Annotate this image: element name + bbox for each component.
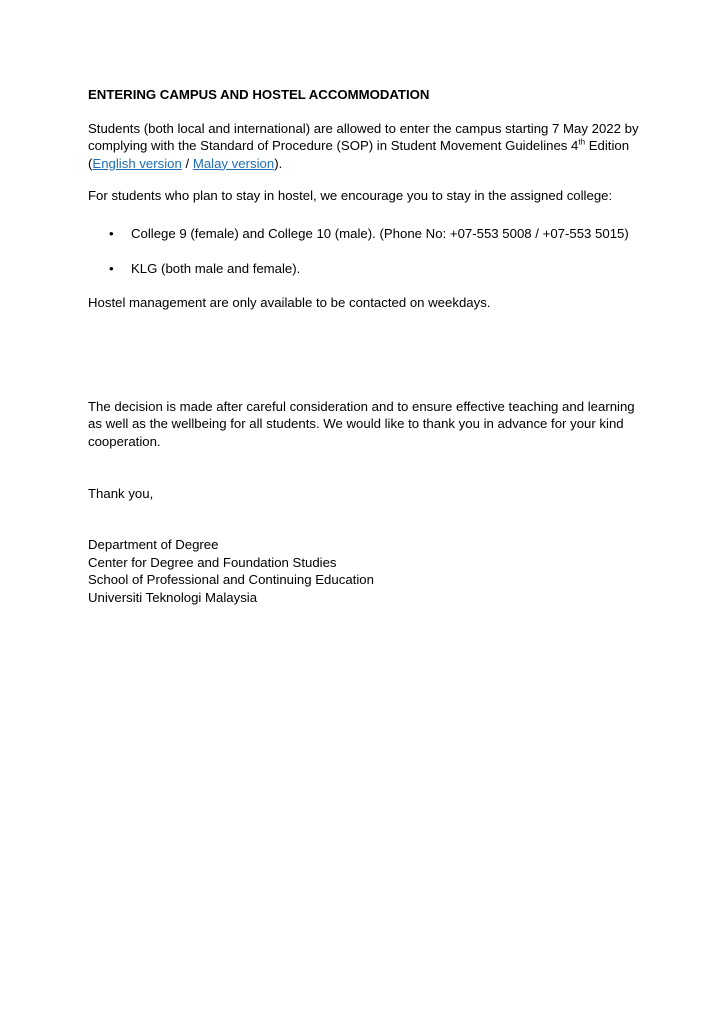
signature-line: Universiti Teknologi Malaysia (88, 589, 258, 605)
signature-line: Department of Degree (88, 537, 219, 553)
list-item (88, 225, 648, 243)
decision-paragraph: The decision is made after careful consideration and to ensure effective teaching and learning as well as the wellbeing for all students. We would like to thank you in advance for your kind cooperation. (88, 398, 635, 449)
malay-version-link[interactable]: Malay version (192, 155, 275, 171)
intro-edition-text: Edition ( (88, 138, 630, 171)
english-version-link[interactable]: English version (92, 155, 182, 171)
signature-line: School of Professional and Continuing Education (88, 572, 374, 588)
college-item-text: College 9 (female) and College 10 (male). (Phone No: +07-553 5008 / +07-553 5015) (131, 225, 629, 241)
hostel-paragraph: For students who plan to stay in hostel, we encourage you to stay in the assigned college: (88, 188, 613, 204)
closing-line: Thank you, (88, 485, 154, 501)
ordinal-suffix: th (578, 137, 586, 147)
intro-closing: ). (274, 155, 283, 171)
college-list (88, 225, 648, 277)
document-heading: ENTERING CAMPUS AND HOSTEL ACCOMMODATION (88, 87, 430, 102)
link-separator: / (181, 155, 193, 171)
signature-block (88, 536, 648, 606)
bullet-icon: • (109, 225, 114, 241)
document-page (88, 86, 648, 607)
intro-paragraph (88, 120, 648, 173)
list-item (88, 260, 648, 278)
college-item-text: KLG (both male and female). (131, 260, 301, 276)
intro-text: Students (both local and international) are allowed to enter the campus starting 7 May 2022 by complying with the Standard of Procedure (SOP) in Student Movement Guidelines 4 (88, 120, 639, 154)
signature-line: Center for Degree and Foundation Studies (88, 554, 337, 570)
weekdays-note: Hostel management are only available to be contacted on weekdays. (88, 295, 491, 311)
bullet-icon: • (109, 260, 114, 276)
